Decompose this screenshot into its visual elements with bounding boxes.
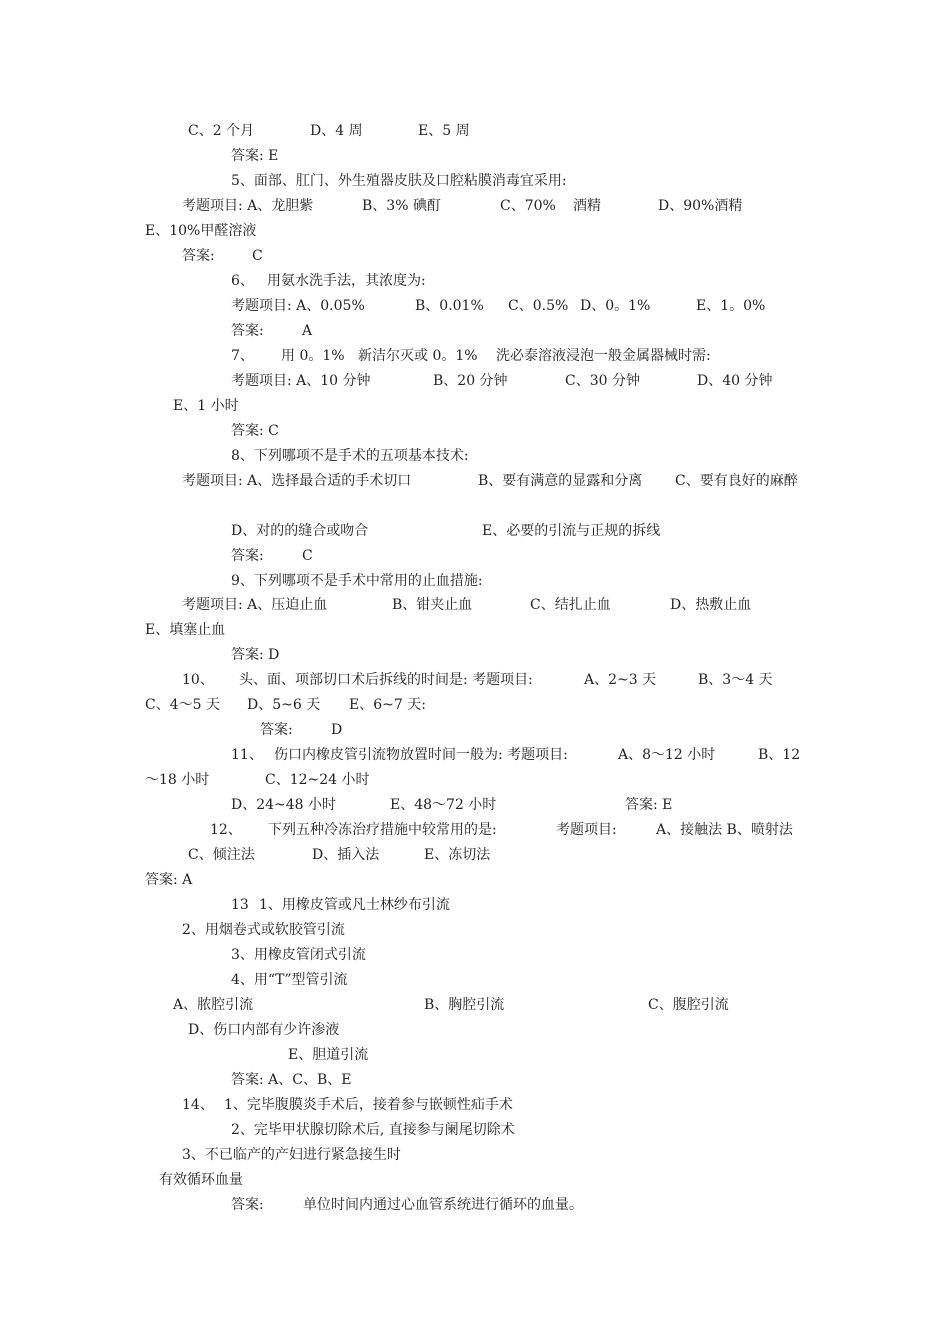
text-line-26-segment-1: ～18 小时 [145, 772, 210, 788]
text-line-19-segment-3: C、结扎止血 [530, 597, 611, 613]
text-line-1-segment-1: C、2 个月 [188, 123, 255, 139]
text-line-33-segment-1: 3、用橡皮管闭式引流 [231, 947, 366, 963]
text-line-20-segment-1: E、填塞止血 [145, 622, 226, 638]
text-line-43-segment-1: 答案: [231, 1197, 264, 1213]
text-line-11-segment-1: 考题项目: A、10 分钟 [231, 373, 371, 389]
text-line-26-segment-2: C、12~24 小时 [265, 772, 370, 788]
text-line-31-segment-2: 1、用橡皮管或凡士林纱布引流 [259, 897, 450, 913]
text-line-3-segment-1: 5、面部、肛门、外生殖器皮肤及口腔粘膜消毒宜采用: [231, 173, 567, 189]
text-line-15-segment-3: C、要有良好的麻醉 [675, 473, 798, 489]
text-line-40-segment-1: 2、完毕甲状腺切除术后, 直接参与阑尾切除术 [231, 1122, 515, 1138]
text-line-23-segment-1: C、4～5 天 [145, 697, 220, 713]
text-line-25-segment-3: A、8～12 小时 [618, 747, 716, 763]
text-line-4-segment-2: B、3% 碘酊 [362, 198, 441, 214]
text-line-7-segment-2: 用氨水洗手法，其浓度为: [267, 273, 426, 289]
text-line-22-segment-4: B、3～4 天 [698, 672, 773, 688]
text-line-39-segment-1: 14、 [182, 1097, 214, 1113]
text-line-22-segment-2: 头、面、项部切口术后拆线的时间是: 考题项目: [239, 672, 533, 688]
text-line-28-segment-1: 12、 [210, 822, 242, 838]
text-line-11-segment-2: B、20 分钟 [433, 373, 508, 389]
text-line-12-segment-1: E、1 小时 [173, 398, 239, 414]
text-line-17-segment-1: 答案: [231, 548, 264, 564]
text-line-27-segment-3: 答案: E [625, 797, 673, 813]
text-line-43-segment-2: 单位时间内通过心血管系统进行循环的血量。 [303, 1197, 583, 1213]
text-line-2-segment-1: 答案: E [231, 148, 279, 164]
text-line-15-segment-2: B、要有满意的显露和分离 [478, 473, 643, 489]
text-line-15-segment-1: 考题项目: A、选择最合适的手术切口 [182, 473, 412, 489]
text-line-28-segment-4: A、接触法 B、喷射法 [656, 822, 793, 838]
text-line-28-segment-3: 考题项目: [556, 822, 617, 838]
text-line-41-segment-1: 3、不已临产的产妇进行紧急接生时 [182, 1147, 401, 1163]
text-line-37-segment-1: E、胆道引流 [288, 1047, 369, 1063]
text-line-6-segment-1: 答案: [182, 248, 215, 264]
text-line-8-segment-5: E、1。0% [696, 298, 766, 314]
text-line-21-segment-1: 答案: D [231, 647, 280, 663]
text-line-38-segment-1: 答案: A、C、B、E [231, 1072, 352, 1088]
text-line-4-segment-1: 考题项目: A、龙胆紫 [182, 198, 314, 214]
text-line-23-segment-2: D、5~6 天 [247, 697, 321, 713]
text-line-8-segment-3: C、0.5% [508, 298, 569, 314]
text-line-10-segment-4: 洗必泰溶液浸泡一般金属器械时需: [496, 348, 711, 364]
text-line-10-segment-3: 新洁尔灭或 0。1% [358, 348, 478, 364]
text-line-8-segment-4: D、0。1% [580, 298, 651, 314]
text-line-28-segment-2: 下列五种冷冻治疗措施中较常用的是: [268, 822, 497, 838]
text-line-10-segment-2: 用 0。1% [281, 348, 345, 364]
text-line-9-segment-2: A [302, 323, 313, 339]
text-line-29-segment-3: E、冻切法 [424, 847, 491, 863]
text-line-36-segment-1: D、伤口内部有少许渗液 [188, 1022, 340, 1038]
text-line-25-segment-1: 11、 [231, 747, 263, 763]
text-line-8-segment-2: B、0.01% [415, 298, 484, 314]
text-line-6-segment-2: C [252, 248, 263, 264]
text-line-13-segment-1: 答案: C [231, 423, 279, 439]
text-line-7-segment-1: 6、 [231, 273, 254, 289]
text-line-18-segment-1: 9、下列哪项不是手术中常用的止血措施: [231, 573, 483, 589]
text-line-4-segment-5: D、90%酒精 [658, 198, 743, 214]
text-line-31-segment-1: 13 [231, 897, 249, 913]
text-line-14-segment-1: 8、下列哪项不是手术的五项基本技术: [231, 448, 469, 464]
text-line-1-segment-3: E、5 周 [418, 123, 470, 139]
text-line-9-segment-1: 答案: [231, 323, 264, 339]
text-line-5-segment-1: E、10%甲醛溶液 [145, 223, 257, 239]
text-line-22-segment-1: 10、 [182, 672, 214, 688]
text-line-25-segment-4: B、12 [758, 747, 801, 763]
text-line-35-segment-1: A、脓腔引流 [173, 997, 254, 1013]
text-line-17-segment-2: C [302, 548, 313, 564]
text-line-4-segment-3: C、70% [500, 198, 556, 214]
text-line-34-segment-1: 4、用“T”型管引流 [231, 972, 348, 988]
text-line-10-segment-1: 7、 [231, 348, 254, 364]
text-line-1-segment-2: D、4 周 [310, 123, 363, 139]
text-line-42-segment-1: 有效循环血量 [159, 1172, 243, 1188]
text-line-27-segment-2: E、48～72 小时 [390, 797, 497, 813]
text-line-8-segment-1: 考题项目: A、0.05% [231, 298, 365, 314]
text-line-29-segment-2: D、插入法 [312, 847, 380, 863]
text-line-29-segment-1: C、倾注法 [188, 847, 255, 863]
text-line-24-segment-1: 答案: [260, 722, 293, 738]
text-line-39-segment-2: 1、完毕腹膜炎手术后，接着参与嵌顿性疝手术 [224, 1097, 513, 1113]
text-line-35-segment-3: C、腹腔引流 [648, 997, 729, 1013]
text-line-11-segment-3: C、30 分钟 [565, 373, 640, 389]
text-line-16-segment-2: E、必要的引流与正规的拆线 [482, 523, 661, 539]
text-line-19-segment-2: B、钳夹止血 [392, 597, 473, 613]
text-line-11-segment-4: D、40 分钟 [697, 373, 773, 389]
text-line-16-segment-1: D、对的的缝合或吻合 [231, 523, 369, 539]
text-line-32-segment-1: 2、用烟卷式或软胶管引流 [182, 922, 345, 938]
text-line-22-segment-3: A、2~3 天 [584, 672, 657, 688]
text-line-30-segment-1: 答案: A [145, 872, 193, 888]
text-line-35-segment-2: B、胸腔引流 [424, 997, 505, 1013]
text-line-25-segment-2: 伤口内橡皮管引流物放置时间一般为: 考题项目: [274, 747, 568, 763]
text-line-19-segment-1: 考题项目: A、压迫止血 [182, 597, 328, 613]
text-line-4-segment-4: 酒精 [573, 198, 601, 214]
text-line-24-segment-2: D [331, 722, 343, 738]
text-line-23-segment-3: E、6~7 天: [349, 697, 426, 713]
text-line-27-segment-1: D、24~48 小时 [231, 797, 337, 813]
text-line-19-segment-4: D、热敷止血 [670, 597, 752, 613]
